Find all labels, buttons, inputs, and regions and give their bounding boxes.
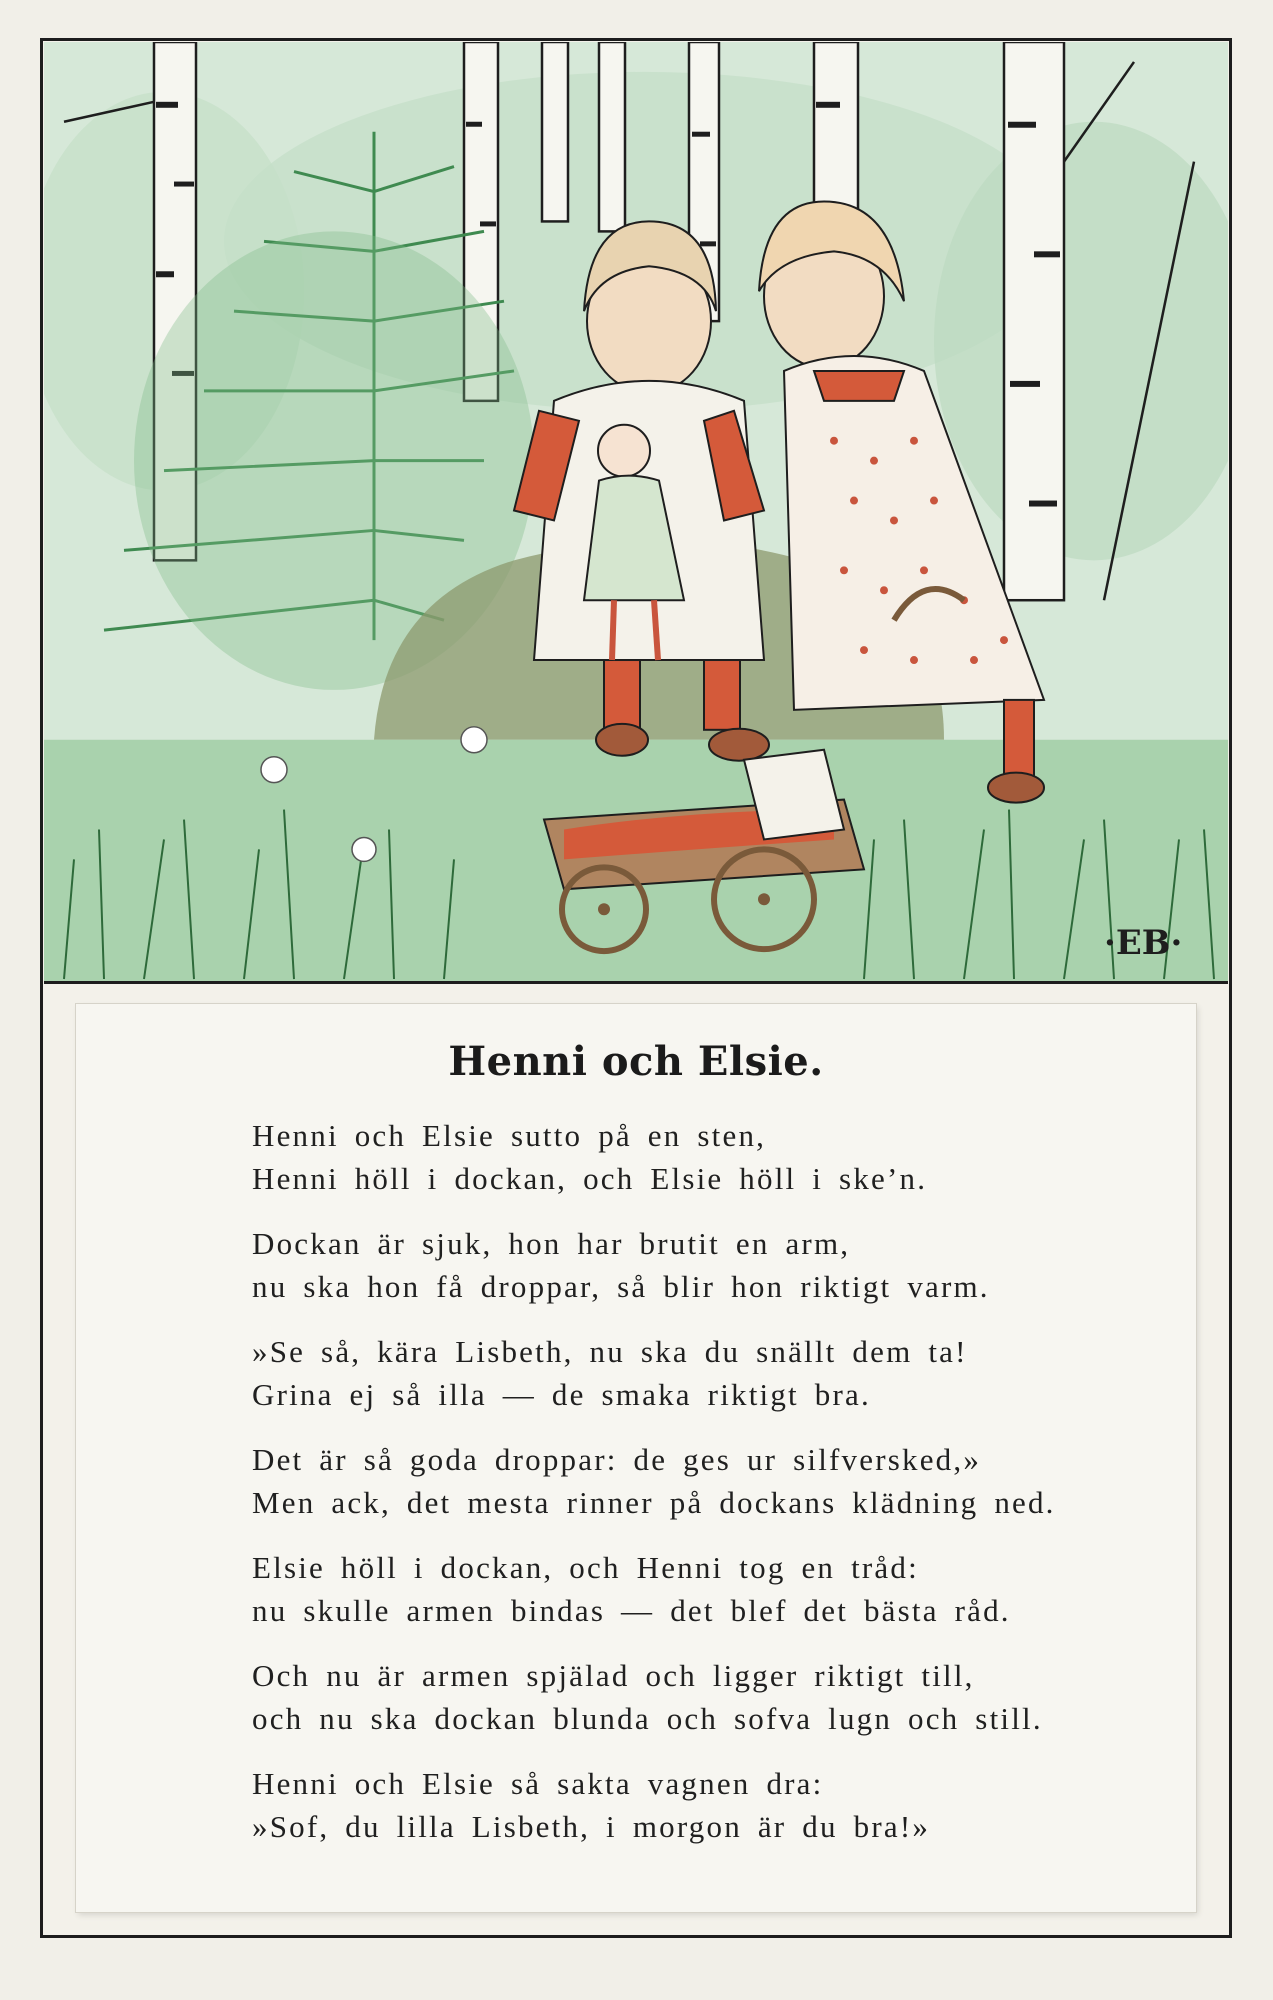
poem-line: Henni och Elsie sutto på en sten, — [252, 1118, 767, 1153]
stanza — [252, 1330, 1152, 1416]
poem-line: och nu ska dockan blunda och sofva lugn och still. — [252, 1701, 1043, 1736]
poem-line: Dockan är sjuk, hon har brutit en arm, — [252, 1226, 851, 1261]
poem-line: Elsie höll i dockan, och Henni tog en tråd: — [252, 1550, 919, 1585]
poem-line: Henni och Elsie så sakta vagnen dra: — [252, 1766, 824, 1801]
stanza — [252, 1114, 1152, 1200]
illustration — [44, 42, 1228, 984]
poem-card — [76, 1004, 1196, 1912]
poem-line: »Sof, du lilla Lisbeth, i morgon är du bra!» — [252, 1809, 931, 1844]
stanza — [252, 1438, 1152, 1524]
poem-body — [252, 1114, 1152, 1870]
poem-line: Men ack, det mesta rinner på dockans klädning ned. — [252, 1485, 1056, 1520]
poem-line: »Se så, kära Lisbeth, nu ska du snällt dem ta! — [252, 1334, 968, 1369]
stanza — [252, 1546, 1152, 1632]
artist-signature: ·EB· — [1104, 923, 1183, 964]
stanza — [252, 1654, 1152, 1740]
poem-line: Henni höll i dockan, och Elsie höll i ske’n. — [252, 1161, 928, 1196]
poem-line: nu skulle armen bindas — det blef det bästa råd. — [252, 1593, 1011, 1628]
poem-line: Det är så goda droppar: de ges ur silfversked,» — [252, 1442, 982, 1477]
forest-scene-artwork — [44, 42, 1228, 981]
poem-line: Och nu är armen spjälad och ligger riktigt till, — [252, 1658, 975, 1693]
stanza — [252, 1222, 1152, 1308]
stanza — [252, 1762, 1152, 1848]
birch-trunk — [542, 42, 568, 221]
birch-trunk — [599, 42, 625, 231]
poem-line: Grina ej så illa — de smaka riktigt bra. — [252, 1377, 871, 1412]
poem-line: nu ska hon få droppar, så blir hon riktigt varm. — [252, 1269, 990, 1304]
poem-title: Henni och Elsie. — [448, 1038, 824, 1085]
